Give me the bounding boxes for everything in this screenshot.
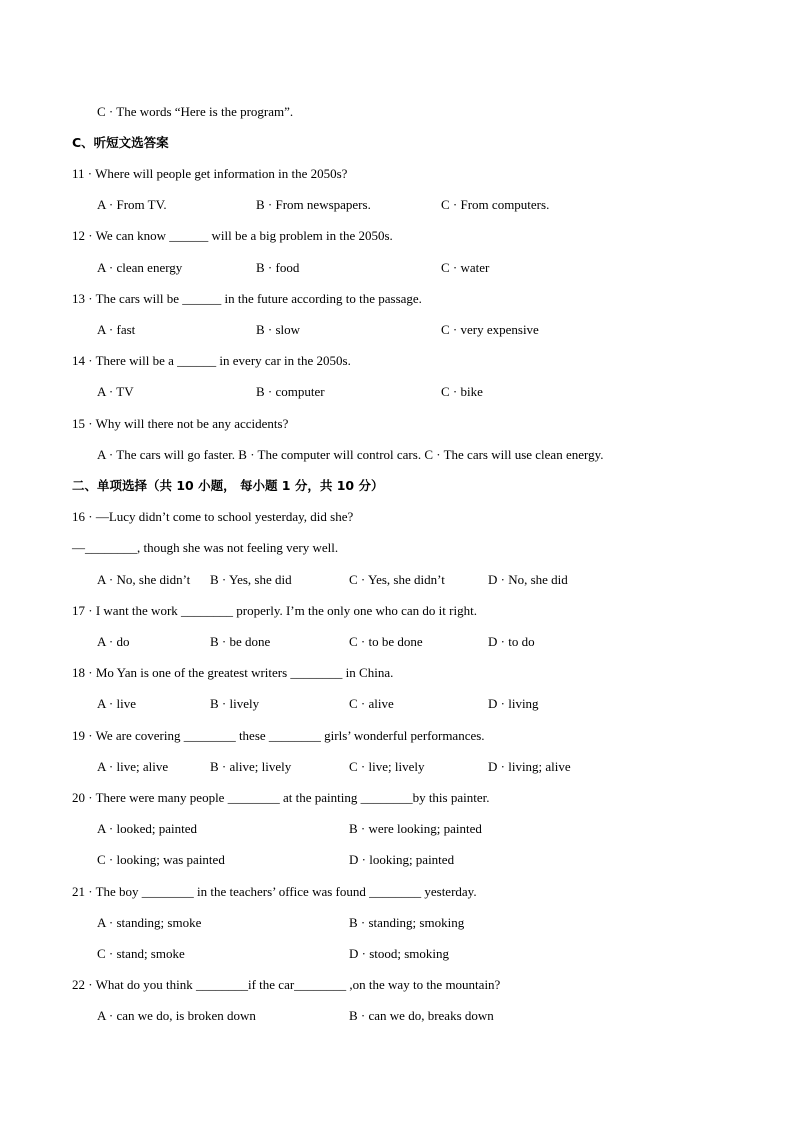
option-a: A · looked; painted — [97, 821, 198, 836]
option-c: C · to be done — [349, 634, 423, 649]
question-12: 12 · We can know ______ will be a big problem in the 2050s. — [72, 228, 393, 243]
option-b: B · were looking; painted — [349, 821, 482, 836]
option-d: D · to do — [488, 634, 535, 649]
option-b: B · standing; smoking — [349, 915, 465, 930]
option-c: C · very expensive — [441, 322, 539, 337]
options-row: A · The cars will go faster. B · The computer will control cars. C · The cars will use clean energy. — [97, 447, 604, 462]
option-d: D · stood; smoking — [349, 946, 450, 961]
option-b: B · be done — [210, 634, 271, 649]
option-c: C · water — [441, 260, 490, 275]
question-14: 14 · There will be a ______ in every car in the 2050s. — [72, 353, 351, 368]
option-b: B · computer — [256, 384, 325, 399]
section-heading: C、听短文选答案 — [72, 135, 169, 150]
option-d: D · looking; painted — [349, 852, 455, 867]
option-c: C · The words “Here is the program”. — [97, 104, 294, 119]
option-a: A · can we do, is broken down — [97, 1008, 256, 1023]
question-13: 13 · The cars will be ______ in the future according to the passage. — [72, 291, 422, 306]
option-a: A · clean energy — [97, 260, 183, 275]
option-a: A · standing; smoke — [97, 915, 202, 930]
option-b: B · can we do, breaks down — [349, 1008, 494, 1023]
option-b: B · food — [256, 260, 300, 275]
option-d: D · living — [488, 696, 539, 711]
question-22: 22 · What do you think ________if the car________ ,on the way to the mountain? — [72, 977, 501, 992]
option-c: C · Yes, she didn’t — [349, 572, 445, 587]
option-a: A · From TV. — [97, 197, 167, 212]
option-a: A · live; alive — [97, 759, 169, 774]
option-c: C · live; lively — [349, 759, 425, 774]
section-heading: 二、单项选择（共 10 小题， 每小题 1 分，共 10 分） — [72, 478, 384, 493]
option-c: C · From computers. — [441, 197, 550, 212]
question-11: 11 · Where will people get information in the 2050s? — [72, 166, 348, 181]
option-b: B · alive; lively — [210, 759, 292, 774]
question-18: 18 · Mo Yan is one of the greatest writers ________ in China. — [72, 665, 394, 680]
option-c: C · stand; smoke — [97, 946, 185, 961]
question-21: 21 · The boy ________ in the teachers’ office was found ________ yesterday. — [72, 884, 477, 899]
question-17: 17 · I want the work ________ properly. I’m the only one who can do it right. — [72, 603, 477, 618]
option-a: A · No, she didn’t — [97, 572, 191, 587]
question-16: 16 · —Lucy didn’t come to school yesterday, did she? — [72, 509, 354, 524]
question-16-reply: —________, though she was not feeling very well. — [72, 540, 339, 555]
option-a: A · TV — [97, 384, 134, 399]
option-c: C · alive — [349, 696, 394, 711]
option-c: C · bike — [441, 384, 483, 399]
question-20: 20 · There were many people ________ at the painting ________by this painter. — [72, 790, 490, 805]
option-c: C · looking; was painted — [97, 852, 225, 867]
question-15: 15 · Why will there not be any accidents? — [72, 416, 289, 431]
option-b: B · lively — [210, 696, 260, 711]
option-a: A · do — [97, 634, 130, 649]
option-d: D · No, she did — [488, 572, 568, 587]
option-b: B · Yes, she did — [210, 572, 292, 587]
option-b: B · slow — [256, 322, 301, 337]
option-d: D · living; alive — [488, 759, 571, 774]
option-a: A · live — [97, 696, 136, 711]
option-b: B · From newspapers. — [256, 197, 371, 212]
option-a: A · fast — [97, 322, 136, 337]
question-19: 19 · We are covering ________ these ________ girls’ wonderful performances. — [72, 728, 485, 743]
